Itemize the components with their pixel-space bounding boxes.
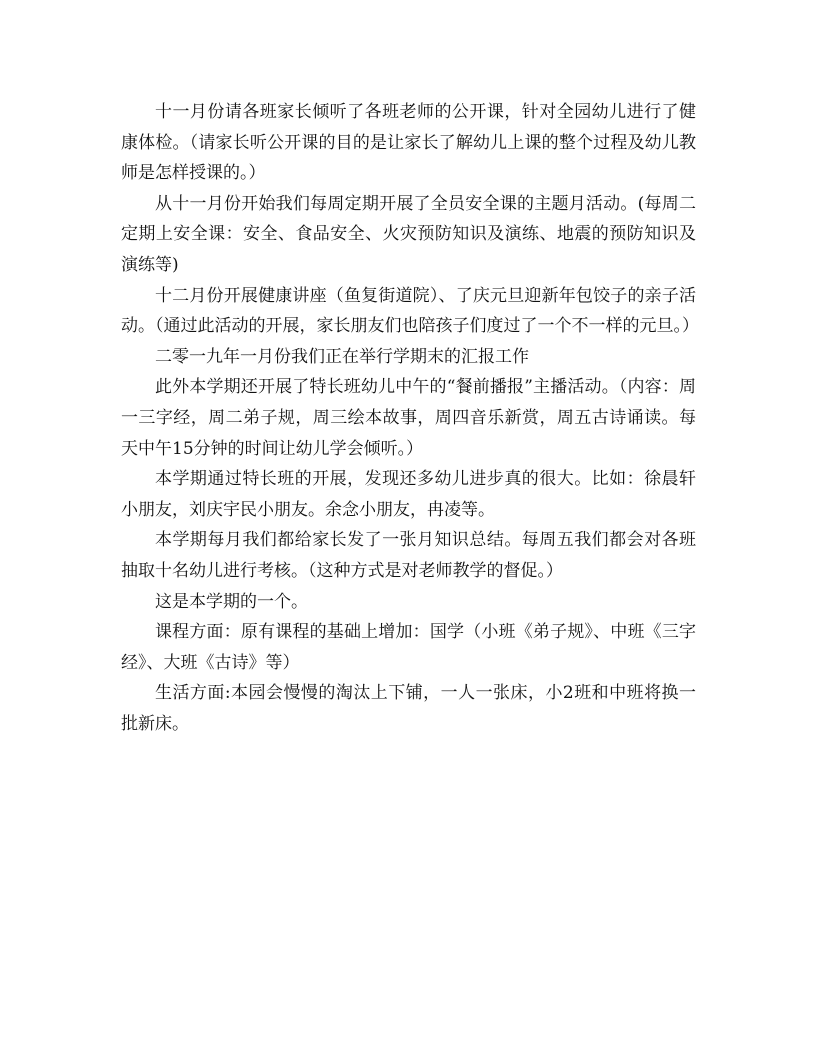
paragraph-november-open-class: 十一月份请各班家长倾听了各班老师的公开课，针对全园幼儿进行了健康体检。（请家长听公开课的目的是让家长了解幼儿上课的整个过程及幼儿教师是怎样授课的。） — [121, 102, 696, 184]
paragraph-safety-course: 从十一月份开始我们每周定期开展了全员安全课的主题月活动。(每周二定期上安全课：安全、食品安全、火灾预防知识及演练、地震的预防知识及演练等) — [121, 193, 696, 275]
paragraph-special-class-progress: 本学期通过特长班的开展，发现还多幼儿进步真的很大。比如：徐晨轩小朋友，刘庆宇民小朋友。余念小朋友，冉凌等。 — [121, 469, 696, 520]
paragraph-december-activities: 十二月份开展健康讲座（鱼复街道院）、了庆元旦迎新年包饺子的亲子活动。（通过此活动的开展，家长朋友们也陪孩子们度过了一个不一样的元旦。） — [121, 285, 699, 337]
paragraph-living: 生活方面:本园会慢慢的淘汰上下铺，一人一张床，小2班和中班将换一批新床。 — [121, 683, 696, 734]
paragraph-semester-note: 这是本学期的一个。 — [155, 591, 308, 612]
document-body — [121, 97, 699, 739]
paragraph-curriculum: 课程方面：原有课程的基础上增加：国学（小班《弟子规》、中班《三字经》、大班《古诗》等） — [121, 622, 696, 673]
paragraph-january-report: 二零一九年一月份我们正在举行学期末的汇报工作 — [155, 346, 529, 367]
paragraph-monthly-summary: 本学期每月我们都给家长发了一张月知识总结。每周五我们都会对各班抽取十名幼儿进行考核。（这种方式是对老师教学的督促。） — [121, 530, 696, 581]
paragraph-lunch-broadcast: 此外本学期还开展了特长班幼儿中午的“餐前播报”主播活动。（内容：周一三字经，周二弟子规，周三绘本故事，周四音乐新赏，周五古诗诵读。每天中午15分钟的时间让幼儿学会倾听。） — [121, 377, 696, 459]
